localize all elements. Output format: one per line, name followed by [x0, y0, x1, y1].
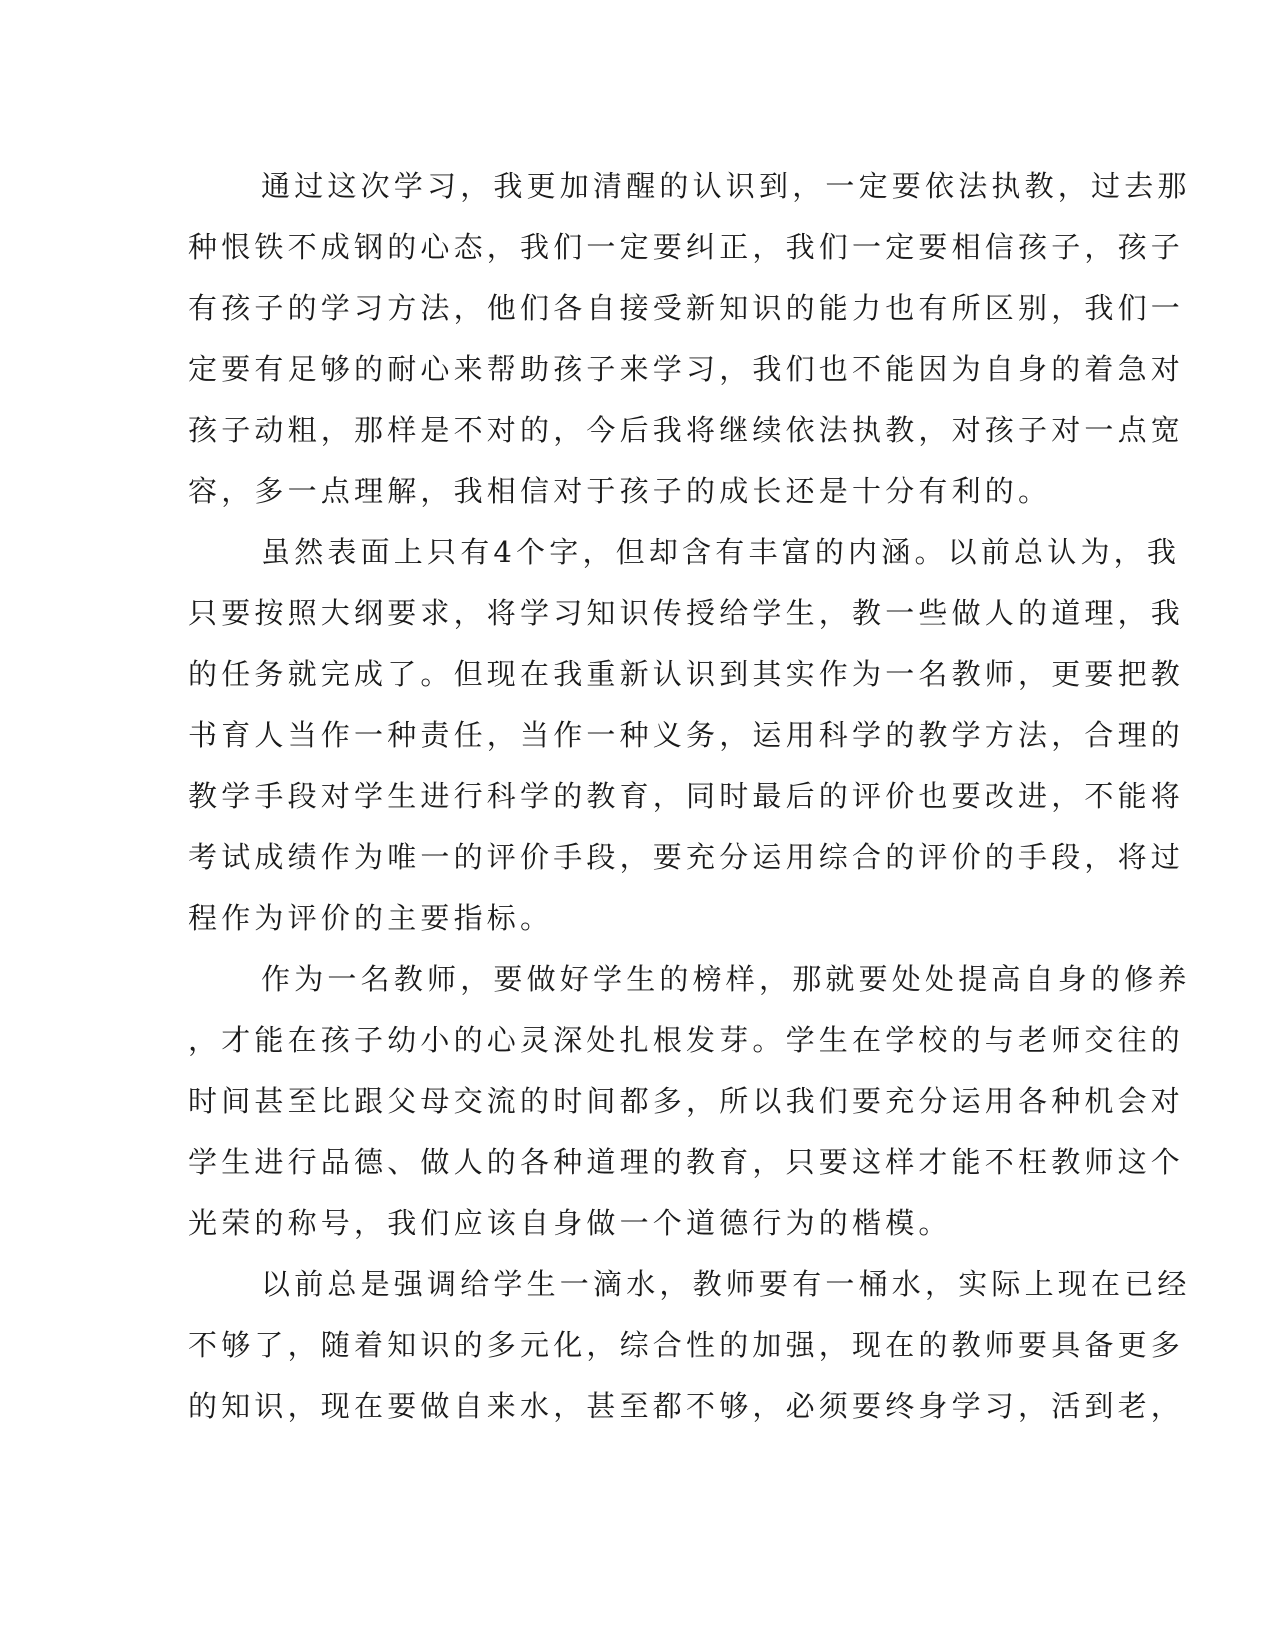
text-line: 时间甚至比跟父母交流的时间都多，所以我们要充分运用各种机会对	[188, 1084, 1185, 1118]
text-line: 容，多一点理解，我相信对于孩子的成长还是十分有利的。	[188, 474, 1052, 508]
text-line: 以前总是强调给学生一滴水，教师要有一桶水，实际上现在已经	[261, 1267, 1191, 1301]
text-line: 书育人当作一种责任，当作一种义务，运用科学的教学方法，合理的	[188, 718, 1185, 752]
text-line: 定要有足够的耐心来帮助孩子来学习，我们也不能因为自身的着急对	[188, 352, 1185, 386]
text-line: 有孩子的学习方法，他们各自接受新知识的能力也有所区别，我们一	[188, 291, 1185, 325]
paragraph-3	[188, 949, 1191, 1254]
text-line: 光荣的称号，我们应该自身做一个道德行为的楷模。	[188, 1206, 952, 1240]
text-line: 不够了，随着知识的多元化，综合性的加强，现在的教师要具备更多	[188, 1328, 1185, 1362]
text-line: 教学手段对学生进行科学的教育，同时最后的评价也要改进，不能将	[188, 779, 1185, 813]
text-line: ，才能在孩子幼小的心灵深处扎根发芽。学生在学校的与老师交往的	[188, 1023, 1185, 1057]
text-line: 考试成绩作为唯一的评价手段，要充分运用综合的评价的手段，将过	[188, 840, 1185, 874]
text-line: 种恨铁不成钢的心态，我们一定要纠正，我们一定要相信孩子，孩子	[188, 230, 1185, 264]
document-body	[188, 156, 1191, 1437]
text-line: 学生进行品德、做人的各种道理的教育，只要这样才能不枉教师这个	[188, 1145, 1185, 1179]
paragraph-4	[188, 1254, 1191, 1437]
paragraph-1	[188, 156, 1191, 522]
text-line: 孩子动粗，那样是不对的，今后我将继续依法执教，对孩子对一点宽	[188, 413, 1185, 447]
text-line: 只要按照大纲要求，将学习知识传授给学生，教一些做人的道理，我	[188, 596, 1185, 630]
text-line: 通过这次学习，我更加清醒的认识到，一定要依法执教，过去那	[261, 169, 1191, 203]
paragraph-2	[188, 522, 1185, 949]
text-line: 的任务就完成了。但现在我重新认识到其实作为一名教师，更要把教	[188, 657, 1185, 691]
text-line: 程作为评价的主要指标。	[188, 901, 554, 935]
text-line: 的知识，现在要做自来水，甚至都不够，必须要终身学习，活到老，	[188, 1389, 1185, 1423]
text-line: 虽然表面上只有4个字，但却含有丰富的内涵。以前总认为，我	[261, 535, 1181, 569]
text-line: 作为一名教师，要做好学生的榜样，那就要处处提高自身的修养	[261, 962, 1191, 996]
